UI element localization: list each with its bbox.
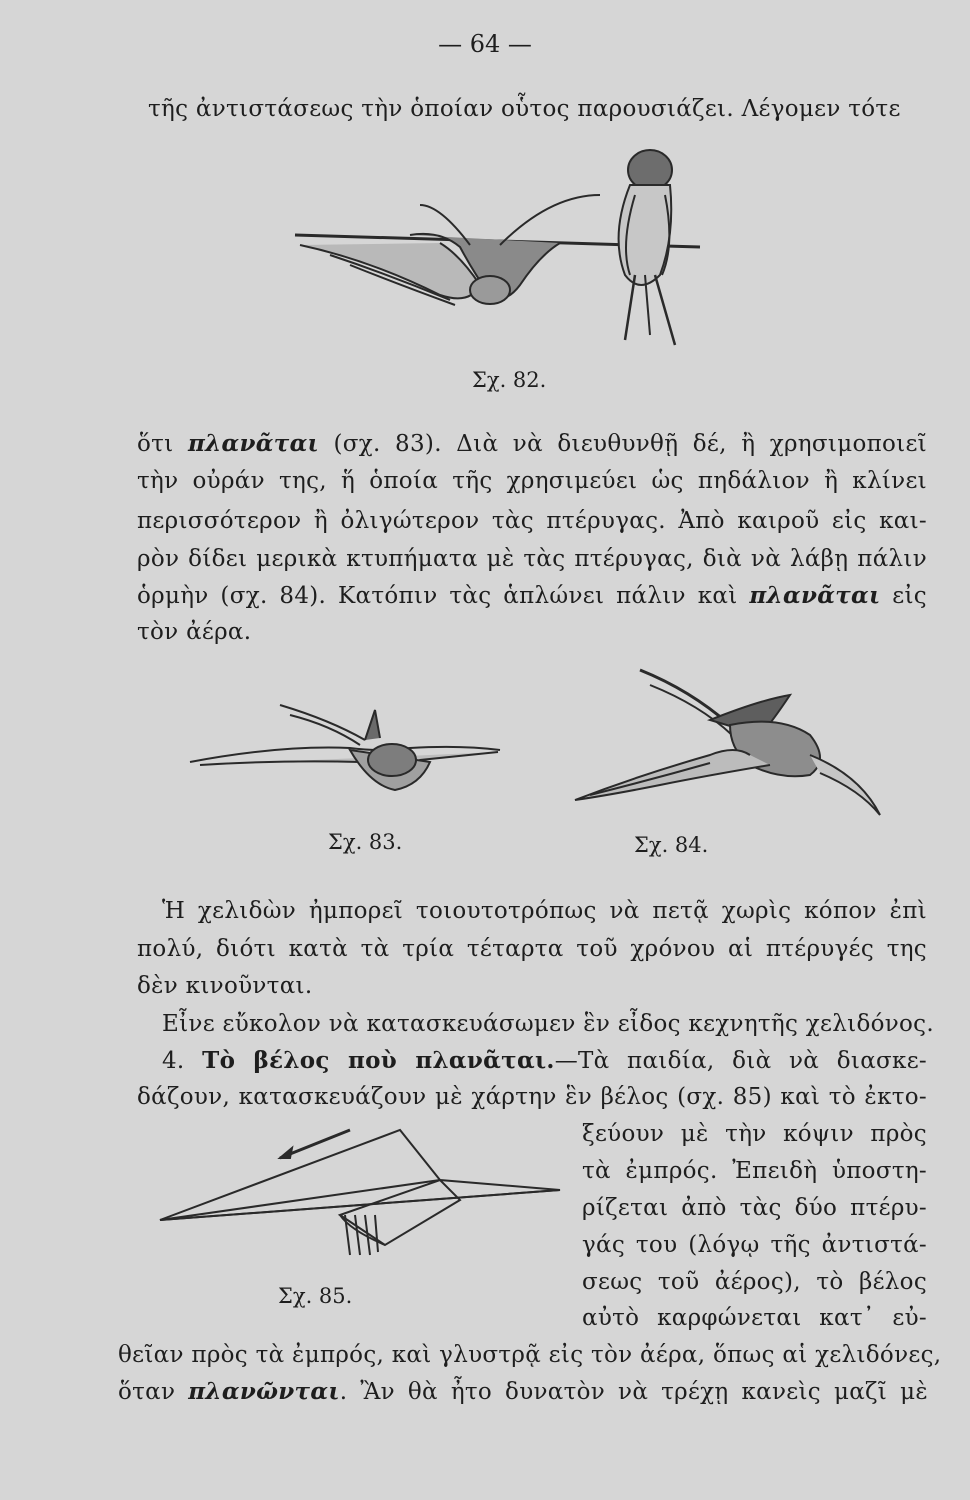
text-line: Ἡ χελιδὼν ἠμπορεῖ τοιουτοτρόπως νὰ πετᾷ χωρὶς κόπον ἐπὶ — [162, 898, 927, 924]
emphasis-text: πλανᾶται — [187, 430, 319, 457]
text-line: τὸν ἀέρα. — [137, 619, 252, 645]
text-line: περισσότερον ἢ ὀλιγώτερον τὰς πτέρυγας. Ἀπὸ καιροῦ εἰς και- — [137, 508, 927, 534]
text-line — [137, 428, 927, 460]
figure-83-caption: Σχ. 83. — [328, 830, 403, 854]
text-run: . Ἂν θὰ ἦτο δυνατὸν νὰ τρέχῃ κανεὶς μαζῖ μὲ — [339, 1379, 928, 1405]
text-line: δὲν κινοῦνται. — [137, 973, 313, 999]
text-line: τὰ ἐμπρός. Ἐπειδὴ ὑποστη- — [582, 1158, 927, 1184]
text-line: αὐτὸ καρφώνεται κατ᾽ εὐ- — [582, 1305, 927, 1331]
text-run: —Τὰ παιδία, διὰ νὰ διασκε- — [554, 1048, 927, 1074]
text-run: ὅταν — [118, 1379, 189, 1405]
figure-84-banking-swallow-illustration — [560, 665, 900, 825]
figure-85-paper-dart-illustration — [140, 1120, 570, 1280]
figure-83-gliding-swallow-illustration — [180, 690, 510, 800]
text-run: εἰς — [880, 583, 927, 609]
text-line: ρίζεται ἀπὸ τὰς δύο πτέρυ- — [582, 1195, 927, 1221]
text-line: τῆς ἀντιστάσεως τὴν ὁποίαν οὗτος παρουσιάζει. Λέγομεν τότε — [148, 96, 901, 122]
section-number: 4. — [162, 1048, 203, 1074]
figure-84-caption: Σχ. 84. — [634, 833, 709, 857]
section-title: Τὸ βέλος ποὺ πλανᾶται. — [202, 1047, 555, 1074]
text-line: τὴν οὐράν της, ἥ ὁποία τῆς χρησιμεύει ὡς πηδάλιον ἢ κλίνει — [137, 468, 927, 494]
section-heading-line — [162, 1045, 927, 1077]
text-run: ὅτι — [137, 431, 188, 457]
figure-85-caption: Σχ. 85. — [278, 1284, 353, 1308]
text-line: ρὸν δίδει μερικὰ κτυπήματα μὲ τὰς πτέρυγας, διὰ νὰ λάβῃ πάλιν — [137, 546, 927, 572]
text-line: πολύ, διότι κατὰ τὰ τρία τέταρτα τοῦ χρόνου αἱ πτέρυγές της — [137, 936, 927, 962]
figure-82-swallows-illustration — [290, 135, 710, 360]
emphasis-text: πλανᾶται — [749, 582, 881, 609]
text-line: γάς του (λόγῳ τῆς ἀντιστά- — [582, 1232, 927, 1258]
figure-82-caption: Σχ. 82. — [472, 368, 547, 392]
text-line — [118, 1376, 928, 1408]
text-line: θεῖαν πρὸς τὰ ἐμπρός, καὶ γλυστρᾷ εἰς τὸν ἀέρα, ὅπως αἱ χελιδόνες, — [118, 1342, 942, 1368]
text-run: ὁρμὴν (σχ. 84). Κατόπιν τὰς ἁπλώνει πάλιν καὶ — [137, 583, 750, 609]
page-number: — 64 — — [438, 30, 532, 58]
text-line: Εἶνε εὔκολον νὰ κατασκευάσωμεν ἓν εἶδος κεχνητῆς χελιδόνος. — [162, 1011, 934, 1037]
text-run: (σχ. 83). Διὰ νὰ διευθυνθῇ δέ, ἢ χρησιμοποιεῖ — [319, 431, 928, 457]
text-line: σεως τοῦ ἀέρος), τὸ βέλος — [582, 1269, 927, 1295]
text-line: ξεύουν μὲ τὴν κόψιν πρὸς — [582, 1121, 927, 1147]
text-line — [137, 580, 927, 612]
text-line: δάζουν, κατασκευάζουν μὲ χάρτην ἓν βέλος (σχ. 85) καὶ τὸ ἐκτο- — [137, 1084, 927, 1110]
emphasis-text: πλανῶνται — [188, 1378, 340, 1405]
